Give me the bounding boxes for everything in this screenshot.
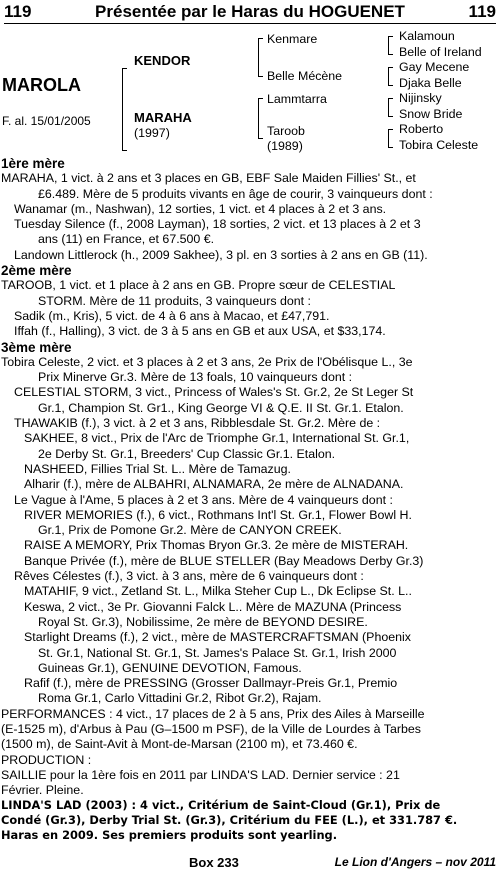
stallion-note: Haras en 2009. Ses premiers produits sont yearling. — [1, 828, 338, 843]
pedigree-tick — [122, 68, 127, 69]
text-line: ans (11) en France, et 67.500 €. — [38, 232, 215, 247]
performances-line: (E-1525 m), d'Arbus à Pau (G–1500 m PSF), de la Ville de Lourdes à Tarbes — [1, 721, 421, 736]
great-grandparent: Belle of Ireland — [399, 45, 482, 59]
sale-source: Le Lion d'Angers – nov 2011 — [334, 855, 496, 869]
pedigree-tick — [258, 76, 263, 77]
pedigree-bracket — [258, 98, 259, 138]
text-line: Rêves Célestes (f.), 3 vict. à 3 ans, mère de 6 vainqueurs dont : — [14, 569, 364, 584]
granddam-1: Belle Mécène — [267, 69, 343, 83]
great-grandparent: Roberto — [399, 122, 444, 136]
text-line: St. Gr.1, National St. Gr.1, St. James's Palace St. Gr.1, Irish 2000 — [38, 645, 397, 660]
section-title-1st-dam: 1ère mère — [1, 156, 65, 171]
pedigree-tick — [388, 129, 393, 130]
pedigree-tick — [258, 138, 263, 139]
text-line: Prix Minerve Gr.3. Mère de 13 foals, 10 vainqueurs dont : — [38, 370, 353, 385]
pedigree-tick — [258, 38, 263, 39]
text-line: Iffah (f., Halling), 3 vict. de 3 à 5 ans en GB et aux USA, et $33,174. — [14, 324, 386, 339]
text-line: Wanamar (m., Nashwan), 12 sorties, 1 vict. et 4 places à 2 et 3 ans. — [14, 201, 387, 216]
box-number: Box 233 — [189, 855, 239, 870]
pedigree-tick — [388, 36, 393, 37]
text-line: NASHEED, Fillies Trial St. L.. Mère de Tamazug. — [24, 461, 291, 476]
text-line: Sadik (m., Kris), 5 vict. de 4 à 6 ans à Macao, et £47,791. — [14, 308, 330, 323]
great-grandparent: Nijinsky — [399, 91, 442, 105]
dam-name: MARAHA — [134, 110, 192, 125]
grandsire-2: Lammtarra — [267, 92, 327, 106]
great-grandparent: Snow Bride — [399, 107, 463, 121]
pedigree-tick — [388, 85, 393, 86]
text-line: CELESTIAL STORM, 3 vict., Princess of Wales's St. Gr.2, 2e St Leger St — [14, 385, 414, 400]
pedigree-bracket — [388, 98, 389, 116]
text-line: Alharir (f.), mère de ALBAHRI, ALNAMARA, 2e mère de ALNADANA. — [24, 477, 404, 492]
granddam-2-year: (1989) — [267, 139, 303, 153]
pedigree-tick — [258, 98, 263, 99]
page-header — [4, 2, 496, 24]
text-line: Royal St. Gr.3), Nobilissime, 2e mère de BEYOND DESIRE. — [38, 614, 368, 629]
text-line: Gr.1, Champion St. Gr1., King George VI & Q.E. II St. Gr.1. Etalon. — [38, 400, 404, 415]
text-line: Tuesday Silence (f., 2008 Layman), 18 sorties, 2 vict. et 13 places à 2 et 3 — [14, 217, 421, 232]
text-line: £6.489. Mère de 5 produits vivants en âge de courir, 3 vainqueurs dont : — [38, 186, 433, 201]
text-line: RIVER MEMORIES (f.), 6 vict., Rothmans Int'l St. Gr.1, Flower Bowl H. — [24, 507, 412, 522]
great-grandparent: Tobira Celeste — [399, 138, 479, 152]
pedigree-table — [0, 26, 500, 156]
pedigree-bracket — [258, 38, 259, 76]
text-line: Tobira Celeste, 2 vict. et 3 places à 2 et 3 ans, 2e Prix de l'Obélisque L., 3e — [1, 354, 413, 369]
text-line: Landown Littlerock (h., 2009 Sakhee), 3 pl. en 3 sorties à 2 ans en GB (11). — [14, 247, 428, 262]
text-line: Roma Gr.1, Carlo Vittadini Gr.2, Ribot Gr.2), Rajam. — [38, 691, 322, 706]
pedigree-tick — [388, 147, 393, 148]
pedigree-tick — [122, 150, 127, 151]
pedigree-tick — [388, 98, 393, 99]
pedigree-tick — [388, 67, 393, 68]
granddam-2: Taroob — [267, 124, 305, 138]
text-line: Gr.1, Prix de Pomone Gr.2. Mère de CANYON CREEK. — [38, 523, 342, 538]
great-grandparent: Kalamoun — [399, 29, 455, 43]
performances-line: (1500 m), de Saint-Avit à Mont-de-Marsan (2100 m), et 73.460 €. — [1, 737, 358, 752]
stallion-note: Condé (Gr.3), Derby Trial St. (Gr.3), Critérium du FEE (L.), et 331.787 €. — [1, 813, 458, 828]
header-rule — [4, 23, 496, 24]
great-grandparent: Gay Mecene — [399, 60, 470, 74]
text-line: Keswa, 2 vict., 3e Pr. Giovanni Falck L.. Mère de MAZUNA (Princess — [24, 599, 402, 614]
pedigree-tick — [388, 116, 393, 117]
text-line: SAKHEE, 8 vict., Prix de l'Arc de Triomphe Gr.1, International St. Gr.1, — [24, 431, 410, 446]
text-line: Starlight Dreams (f.), 2 vict., mère de MASTERCRAFTSMAN (Phoenix — [24, 630, 411, 645]
page-number-right: 119 — [468, 2, 496, 21]
text-line: THAWAKIB (f.), 3 vict. à 2 et 3 ans, Ribblesdale St. Gr.2. Mère de : — [14, 416, 381, 431]
text-line: RAISE A MEMORY, Prix Thomas Bryon Gr.3. 2e mère de MISTERAH. — [24, 538, 409, 553]
horse-name: MAROLA — [2, 75, 81, 95]
text-line: STORM. Mère de 11 produits, 3 vainqueurs dont : — [38, 293, 311, 308]
pedigree-bracket — [388, 67, 389, 85]
production-line: SAILLIE pour la 1ère fois en 2011 par LINDA'S LAD. Dernier service : 21 — [1, 767, 400, 782]
page-title: Présentée par le Haras du HOGUENET — [95, 2, 405, 21]
text-line: Banque Privée (f.), mère de BLUE STELLER (Bay Meadows Derby Gr.3) — [24, 553, 424, 568]
pedigree-tick — [388, 54, 393, 55]
text-line: Guineas Gr.1), GENUINE DEVOTION, Famous. — [38, 660, 302, 675]
pedigree-bracket — [388, 129, 389, 147]
text-line: MARAHA, 1 vict. à 2 ans et 3 places en GB, EBF Sale Maiden Fillies' St., et — [1, 171, 416, 186]
pedigree-bracket — [388, 36, 389, 54]
performances-line: PERFORMANCES : 4 vict., 17 places de 2 à 5 ans, Prix des Ailes à Marseille — [1, 706, 425, 721]
pedigree-bracket — [122, 68, 123, 150]
section-title-3rd-dam: 3ème mère — [1, 339, 72, 355]
page-footer — [4, 855, 496, 871]
production-line: Février. Pleine. — [1, 783, 84, 798]
catalogue-text — [1, 156, 498, 843]
sire-name: KENDOR — [134, 53, 191, 68]
production-heading: PRODUCTION : — [1, 752, 92, 767]
text-line: 2e Derby St. Gr.1, Breeders' Cup Classic Gr.1. Etalon. — [38, 446, 336, 461]
text-line: TAROOB, 1 vict. et 1 place à 2 ans en GB. Propre sœur de CELESTIAL — [1, 278, 396, 293]
grandsire-1: Kenmare — [267, 32, 318, 46]
page-number-left: 119 — [4, 2, 32, 21]
dam-year: (1997) — [134, 126, 170, 140]
text-line: Rafif (f.), mère de PRESSING (Grosser Dallmayr-Preis Gr.1, Premio — [24, 676, 398, 691]
text-line: Le Vague à l'Ame, 5 places à 2 et 3 ans. Mère de 4 vainqueurs dont : — [14, 492, 393, 507]
stallion-note: LINDA'S LAD (2003) : 4 vict., Critérium de Saint-Cloud (Gr.1), Prix de — [1, 798, 441, 813]
text-line: MATAHIF, 9 vict., Zetland St. L., Milka Steher Cup L., Dk Eclipse St. L.. — [24, 584, 412, 599]
section-title-2nd-dam: 2ème mère — [1, 263, 72, 279]
great-grandparent: Djaka Belle — [399, 76, 462, 90]
birth-info: F. al. 15/01/2005 — [2, 114, 91, 128]
